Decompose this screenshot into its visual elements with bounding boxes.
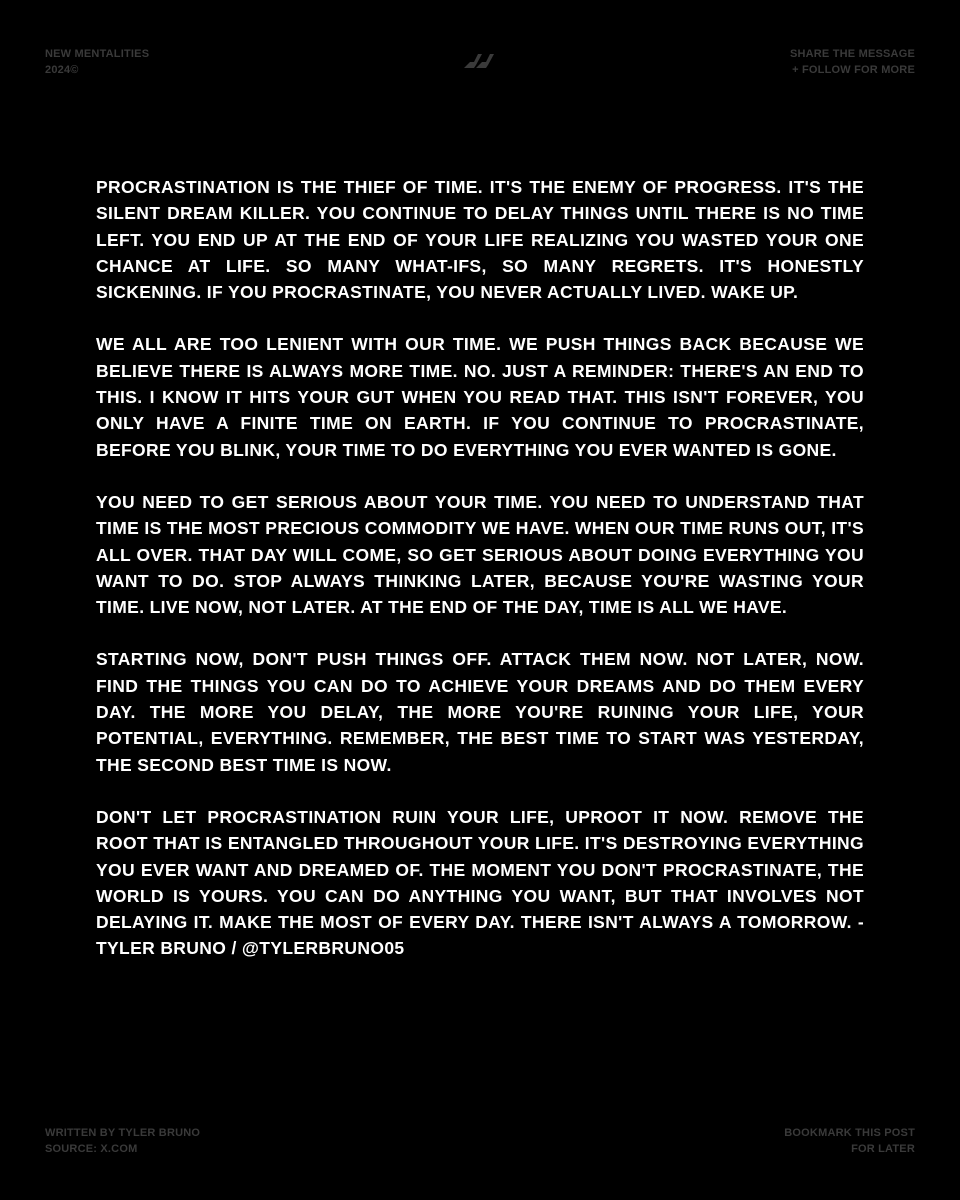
bookmark-text: BOOKMARK THIS POST [784, 1127, 915, 1139]
paragraph-2: WE ALL ARE TOO LENIENT WITH OUR TIME. WE PUSH THINGS BACK BECAUSE WE BELIEVE THERE IS ALWAYS MORE TIME. NO. JUST A REMINDER: THERE'S AN END TO THIS. I KNOW IT HITS YOUR GUT WHEN YOU READ THAT. THIS ISN'T FOREVER, YOU ONLY HAVE A FINITE TIME ON EARTH. IF YOU CONTINUE TO PROCRASTINATE, BEFORE YOU BLINK, YOUR TIME TO DO EVERYTHING YOU EVER WANTED IS GONE. [96, 334, 864, 460]
brand-name: NEW MENTALITIES [45, 48, 150, 60]
author-label [45, 1125, 200, 1157]
paragraph-5: DON'T LET PROCRASTINATION RUIN YOUR LIFE, UPROOT IT NOW. REMOVE THE ROOT THAT IS ENTANGLED THROUGHOUT YOUR LIFE. IT'S DESTROYING EVERYTHING YOU EVER WANT AND DREAMED OF. THE MOMENT YOU DON'T PROCRASTINATE, THE WORLD IS YOURS. YOU CAN DO ANYTHING YOU WANT, BUT THAT INVOLVES NOT DELAYING IT. MAKE THE MOST OF EVERY DAY. THERE ISN'T ALWAYS A TOMORROW. - TYLER BRUNO / @TYLERBRUNO05 [96, 806, 864, 959]
brand-label [45, 46, 149, 78]
share-message-text: SHARE THE MESSAGE [789, 48, 915, 60]
post-body [96, 174, 864, 988]
share-label [790, 46, 915, 78]
follow-text: + FOLLOW FOR MORE [792, 64, 915, 76]
paragraph-3: YOU NEED TO GET SERIOUS ABOUT YOUR TIME. YOU NEED TO UNDERSTAND THAT TIME IS THE MOST PRECIOUS COMMODITY WE HAVE. WHEN OUR TIME RUNS OUT, IT'S ALL OVER. THAT DAY WILL COME, SO GET SERIOUS ABOUT DOING EVERYTHING YOU WANT TO DO. STOP ALWAYS THINKING LATER, BECAUSE YOU'RE WASTING YOUR TIME. LIVE NOW, NOT LATER. AT THE END OF THE DAY, TIME IS ALL WE HAVE. [96, 491, 864, 618]
brand-year: 2024© [45, 64, 79, 76]
written-by-text: WRITTEN BY TYLER BRUNO [45, 1127, 201, 1139]
double-slash-logo-icon [462, 53, 496, 69]
source-text: SOURCE: X.COM [45, 1143, 138, 1155]
bookmark-label [784, 1125, 915, 1157]
paragraph-4: STARTING NOW, DON'T PUSH THINGS OFF. ATTACK THEM NOW. NOT LATER, NOW. FIND THE THINGS YOU CAN DO TO ACHIEVE YOUR DREAMS AND DO THEM EVERY DAY. THE MORE YOU DELAY, THE MORE YOU'RE RUINING YOUR LIFE, YOUR POTENTIAL, EVERYTHING. REMEMBER, THE BEST TIME TO START WAS YESTERDAY, THE SECOND BEST TIME IS NOW. [96, 649, 864, 775]
paragraph-1: PROCRASTINATION IS THE THIEF OF TIME. IT'S THE ENEMY OF PROGRESS. IT'S THE SILENT DREAM KILLER. YOU CONTINUE TO DELAY THINGS UNTIL THERE IS NO TIME LEFT. YOU END UP AT THE END OF YOUR LIFE REALIZING YOU WASTED YOUR ONE CHANCE AT LIFE. SO MANY WHAT-IFS, SO MANY REGRETS. IT'S HONESTLY SICKENING. IF YOU PROCRASTINATE, YOU NEVER ACTUALLY LIVED. WAKE UP. [96, 177, 864, 303]
for-later-text: FOR LATER [851, 1143, 915, 1155]
